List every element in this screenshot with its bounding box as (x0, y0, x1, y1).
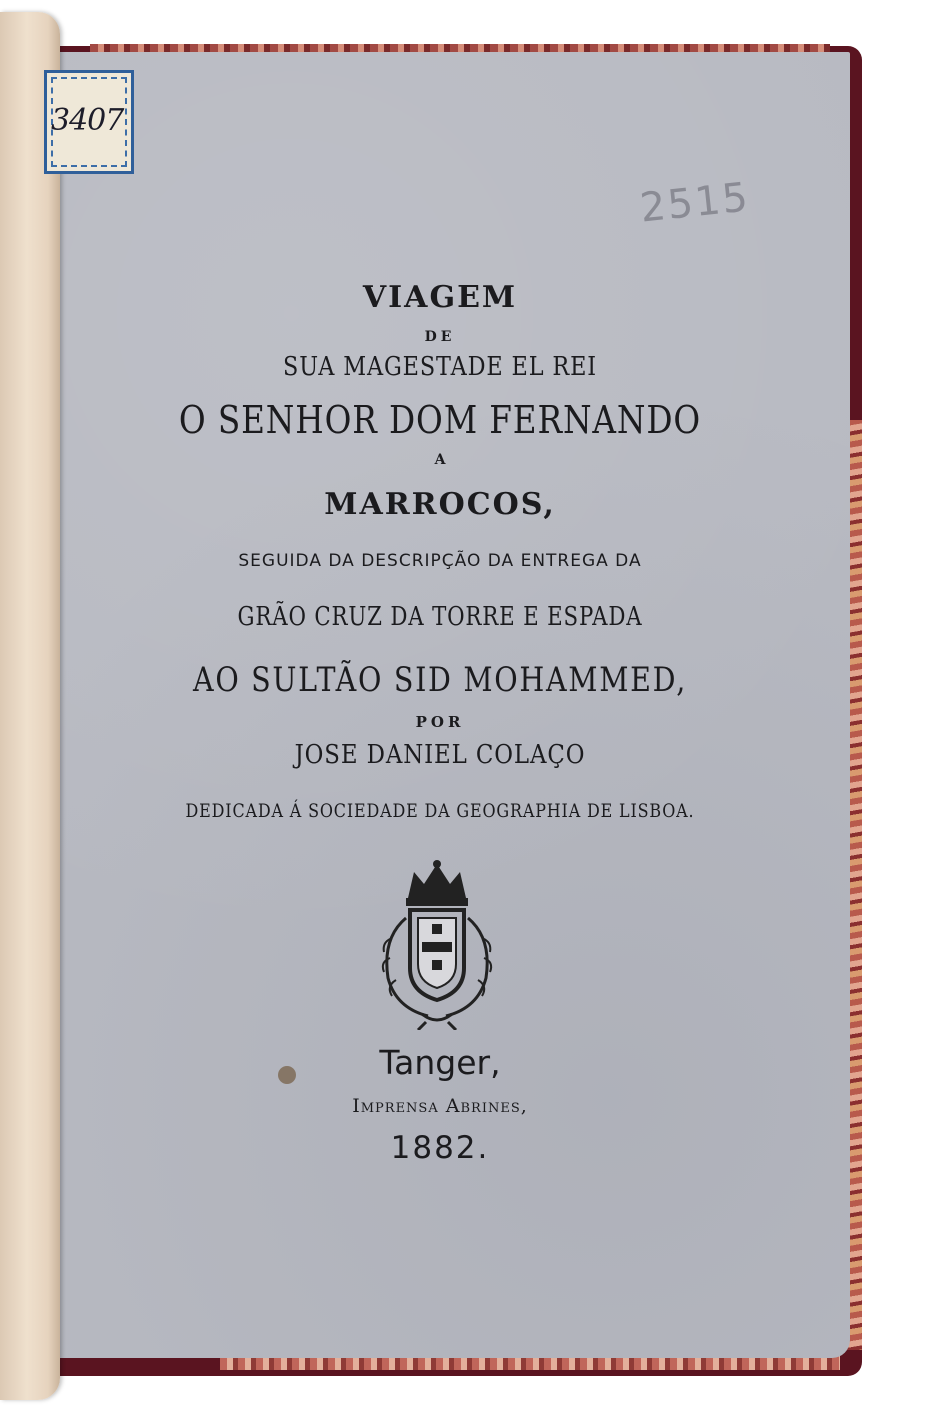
title-line-viagem: VIAGEM (362, 280, 518, 315)
pencil-shelfmark: 2515 (637, 174, 752, 232)
byline-por: POR (415, 713, 465, 731)
label-number: 3407 (51, 103, 124, 138)
imprint-year: 1882. (390, 1130, 490, 1166)
title-line-senhor-dom-fernando: O SENHOR DOM FERNANDO (178, 398, 702, 442)
subtitle-line-sultao: AO SULTÃO SID MOHAMMED, (193, 660, 687, 700)
imprint-place: Tanger, (379, 1043, 501, 1082)
title-line-a: A (434, 452, 446, 468)
title-line-marrocos: MARROCOS, (324, 487, 556, 522)
dedication: DEDICADA Á SOCIEDADE DA GEOGRAPHIA DE LISBOA. (185, 800, 695, 822)
library-label (44, 70, 134, 174)
author-name: JOSE DANIEL COLAÇO (294, 740, 586, 770)
subtitle-line-seguida: SEGUIDA DA DESCRIPÇÃO DA ENTREGA DA (238, 551, 642, 571)
coat-of-arms-icon (362, 858, 512, 1030)
title-line-sua-magestade: SUA MAGESTADE EL REI (283, 352, 597, 382)
flyleaf (0, 12, 60, 1400)
imprint-printer: Imprensa Abrines, (352, 1095, 528, 1117)
title-line-de: DE (424, 329, 456, 345)
subtitle-line-grao-cruz: GRÃO CRUZ DA TORRE E ESPADA (237, 602, 643, 632)
